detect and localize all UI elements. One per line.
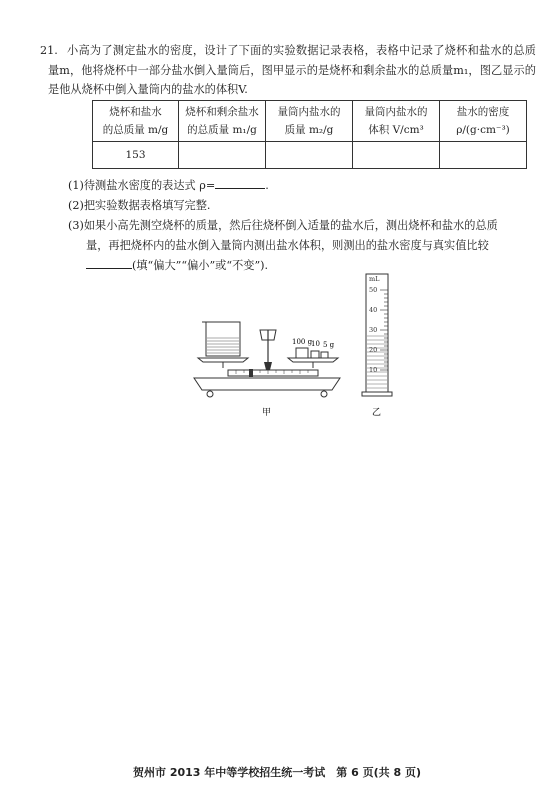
part-3-line-1: (3)如果小高先测空烧杯的质量，然后往烧杯倒入适量的盐水后，测出烧杯和盐水的总质 xyxy=(68,219,498,232)
weight-10g xyxy=(311,351,319,358)
question-number: 21. xyxy=(40,44,58,57)
balance-illustration xyxy=(194,322,340,418)
part-3-line-2: 量，再把烧杯内的盐水倒入量筒内测出盐水体积，则测出的盐水密度与真实值比较 xyxy=(86,239,489,252)
page-footer: 贺州市 2013 年中等学校招生统一考试 第 6 页(共 8 页) xyxy=(133,766,421,779)
saltwater-hatch xyxy=(207,338,239,353)
caption-jia: 甲 xyxy=(262,408,272,418)
table-header-row xyxy=(93,101,527,142)
part-3-line-3: (填“偏大”“偏小”或“不变”). xyxy=(68,256,538,276)
cell-poured-mass xyxy=(266,142,353,169)
balance-base xyxy=(194,378,340,390)
cell-remaining-mass xyxy=(179,142,266,169)
beaker xyxy=(206,322,240,356)
tick-label-10: 10 xyxy=(369,366,378,374)
header-density: 盐水的密度 ρ/(g·cm⁻³) xyxy=(440,101,527,142)
cylinder-illustration xyxy=(362,274,392,418)
tick-label-40: 40 xyxy=(369,306,378,314)
cell-density xyxy=(440,142,527,169)
question-21 xyxy=(40,41,536,100)
tick-label-30: 30 xyxy=(369,326,378,334)
caption-yi: 乙 xyxy=(372,408,382,418)
answer-blank-1 xyxy=(215,176,265,189)
sub-questions xyxy=(68,176,538,276)
left-pan xyxy=(198,358,248,362)
cylinder-unit: mL xyxy=(369,275,380,283)
weights-label: 100 g xyxy=(292,338,313,346)
tick-label-50: 50 xyxy=(369,286,378,294)
table-row xyxy=(93,142,527,169)
header-volume: 量筒内盐水的 体积 V/cm³ xyxy=(353,101,440,142)
experiment-figure xyxy=(180,270,400,424)
answer-blank-3 xyxy=(86,256,132,269)
part-2: (2)把实验数据表格填写完整. xyxy=(68,199,211,212)
weight-5g xyxy=(321,352,328,358)
header-remaining-mass: 烧杯和剩余盐水 的总质量 m₁/g xyxy=(179,101,266,142)
part-1: (1)待测盐水密度的表达式 ρ= . xyxy=(68,176,538,196)
beam-scale xyxy=(228,370,318,376)
data-table xyxy=(92,100,527,169)
figure-svg xyxy=(180,270,400,420)
question-body: 小高为了测定盐水的密度，设计了下面的实验数据记录表格，表格中记录了烧杯和盐水的总质量m，他将烧杯中一部分盐水倒入量筒后，图甲显示的是烧杯和剩余盐水的总质量m₁，图乙显示的是他从烧杯中倒入量筒内的盐水的体积V. xyxy=(48,44,536,96)
weight-label-5: 5 g xyxy=(323,341,335,349)
weight-100g xyxy=(296,348,308,358)
header-total-mass: 烧杯和盐水 的总质量 m/g xyxy=(93,101,179,142)
rider xyxy=(249,369,253,377)
cylinder-ticks xyxy=(380,290,388,370)
cylinder-base xyxy=(362,392,392,396)
tick-label-20: 20 xyxy=(369,346,378,354)
weight-label-10: 10 xyxy=(311,340,320,348)
header-poured-mass: 量筒内盐水的 质量 m₂/g xyxy=(266,101,353,142)
right-pan xyxy=(288,358,338,362)
cell-volume xyxy=(353,142,440,169)
cell-total-mass: 153 xyxy=(93,142,179,169)
